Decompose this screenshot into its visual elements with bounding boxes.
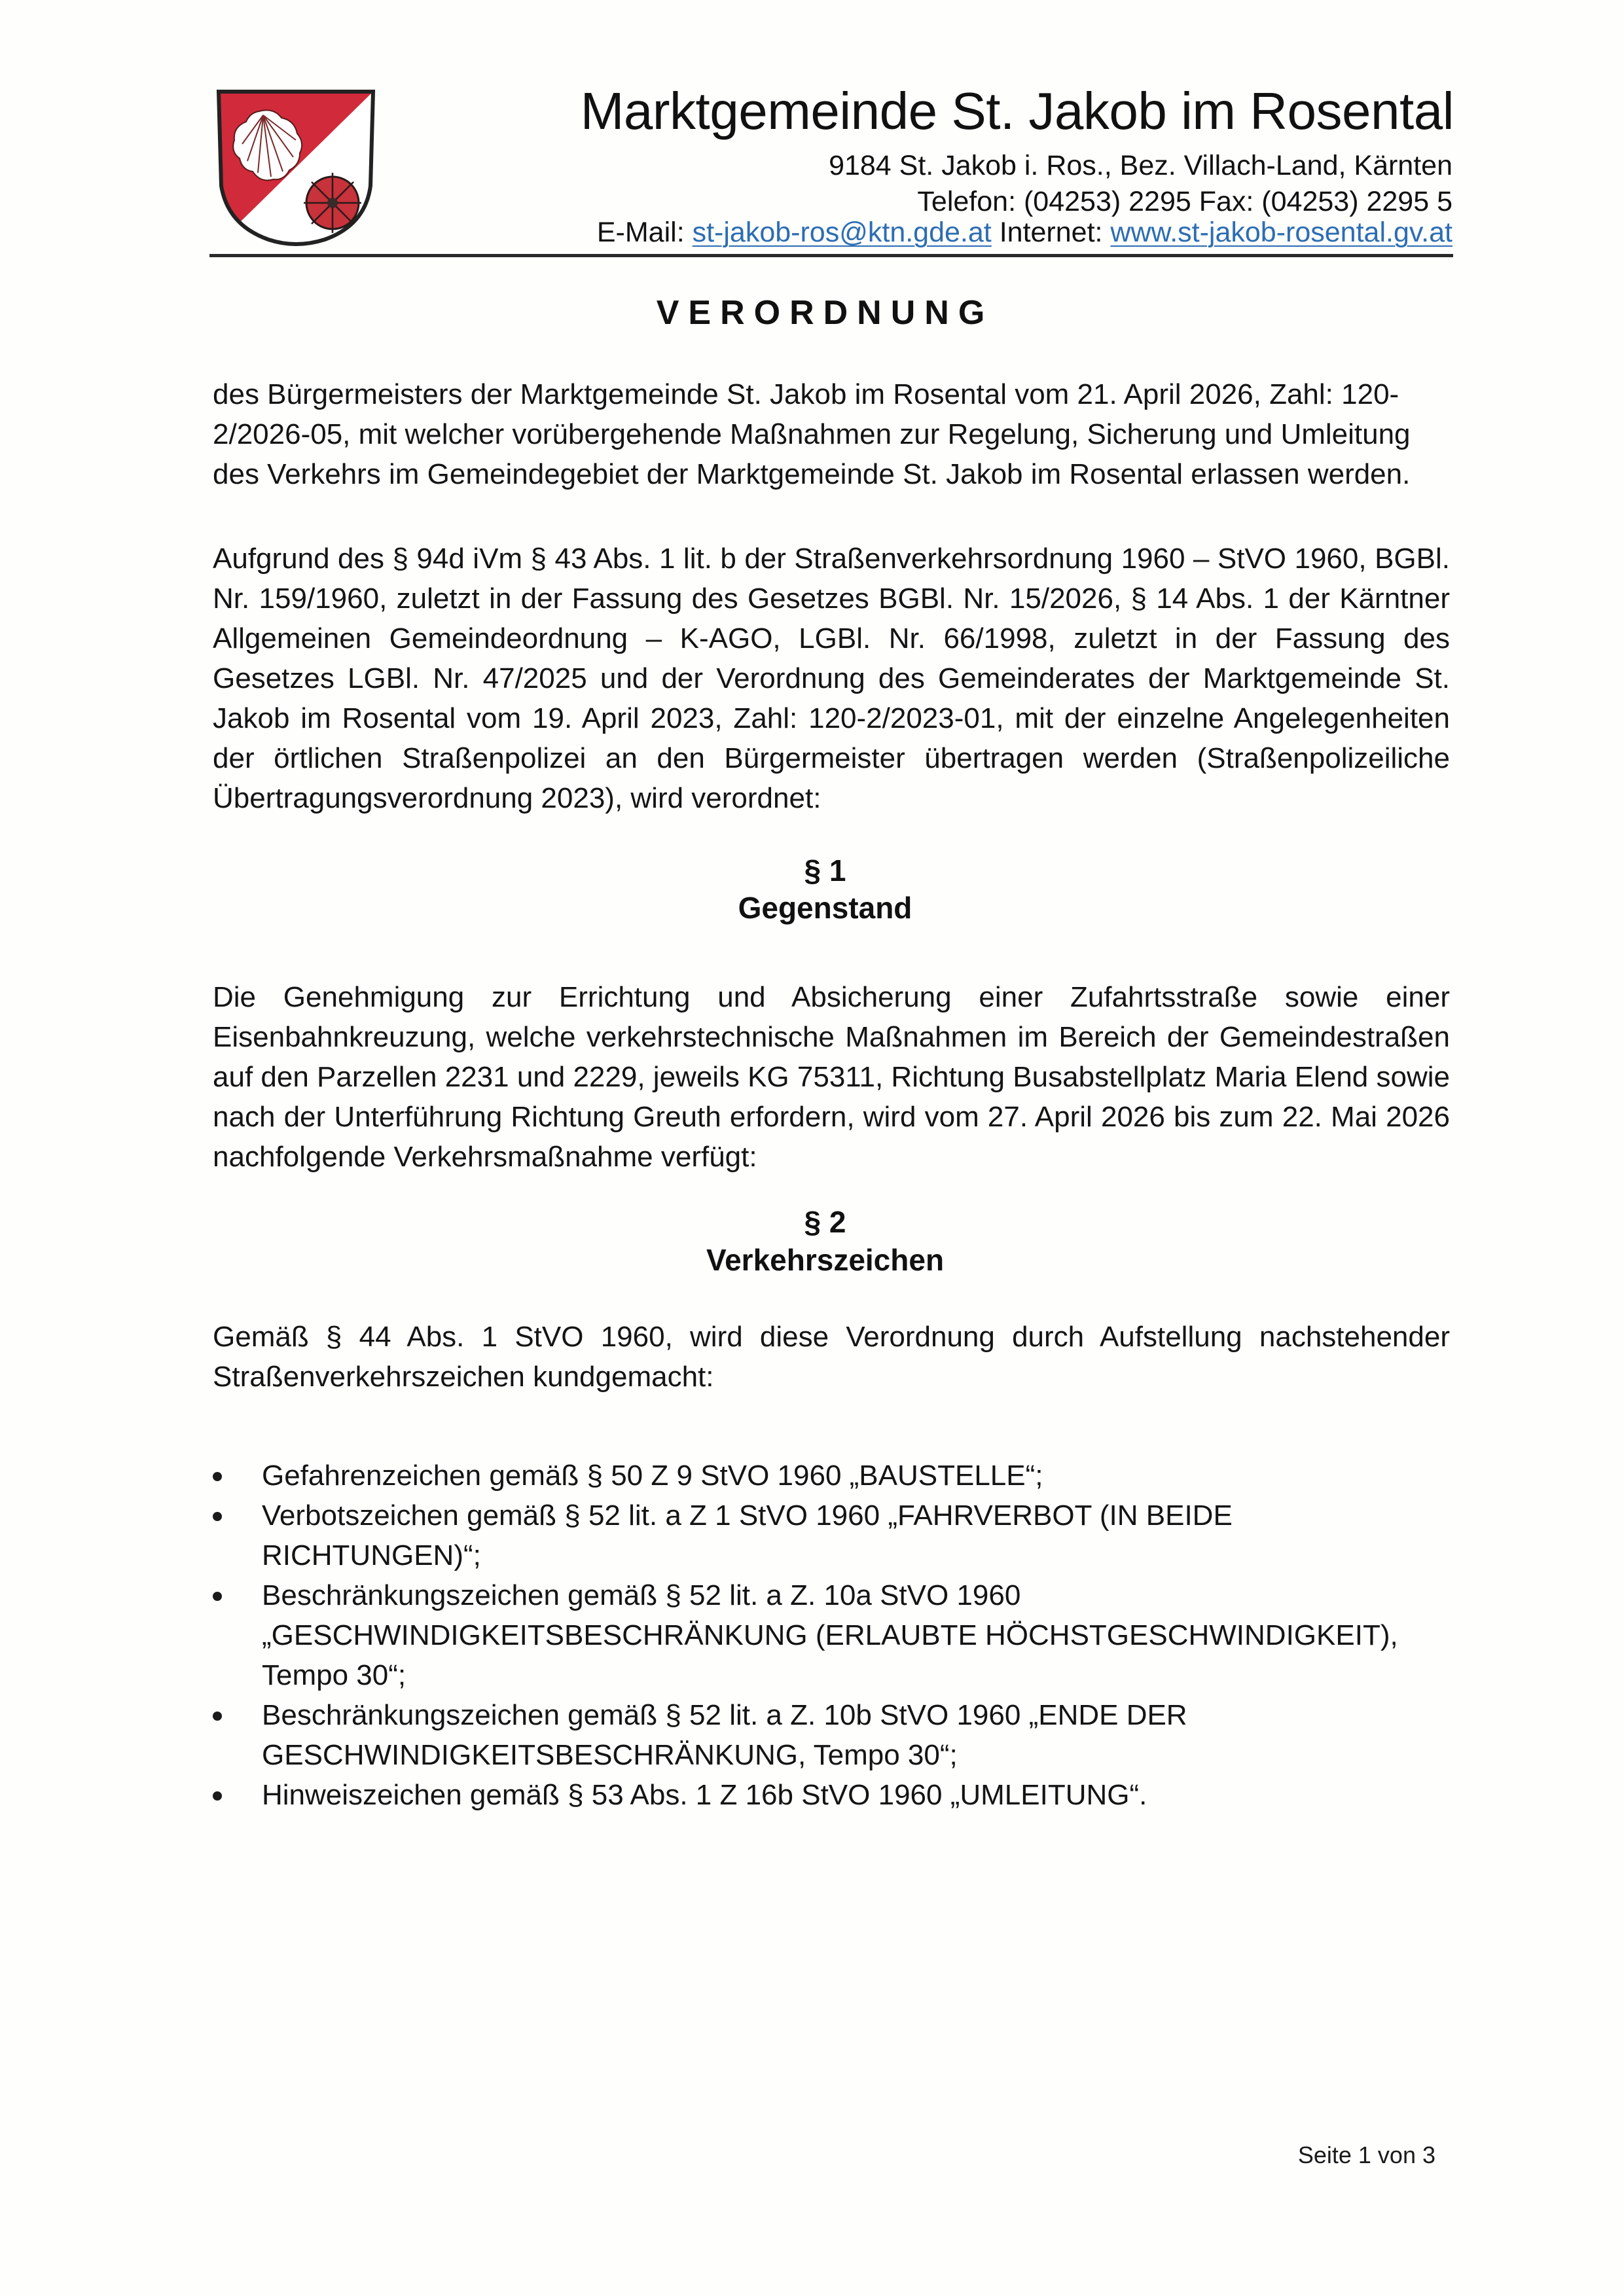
internet-label: Internet: [999, 217, 1103, 248]
contact-line [597, 216, 1453, 249]
bullet-icon [213, 1712, 222, 1721]
list-item [213, 1496, 1450, 1575]
list-item [213, 1456, 1450, 1496]
coat-of-arms-icon [213, 88, 378, 249]
list-item-text: Hinweiszeichen gemäß § 53 Abs. 1 Z 16b StVO 1960 „UMLEITUNG“. [262, 1779, 1147, 1811]
rose-icon [304, 173, 361, 233]
phone-fax-line: Telefon: (04253) 2295 Fax: (04253) 2295 5 [917, 186, 1453, 217]
list-item [213, 1775, 1450, 1815]
section-2-text: Gemäß § 44 Abs. 1 StVO 1960, wird diese Verordnung durch Aufstellung nachstehender Straßenverkehrszeichen kundgemacht: [213, 1321, 1450, 1393]
list-item [213, 1695, 1450, 1775]
section-1-title: Gegenstand [738, 891, 912, 925]
traffic-sign-list [213, 1456, 1450, 1815]
header-divider [209, 254, 1453, 257]
email-label: E-Mail: [596, 217, 685, 248]
list-item [213, 1575, 1450, 1695]
website-link[interactable]: www.st-jakob-rosental.gv.at [1110, 217, 1453, 248]
section-2-title: Verkehrszeichen [706, 1243, 945, 1277]
legal-basis-paragraph: Aufgrund des § 94d iVm § 43 Abs. 1 lit. b der Straßenverkehrsordnung 1960 – StVO 1960, BGBl. Nr. 159/1960, zuletzt in der Fassung des Gesetzes BGBl. Nr. 15/2026, § 14 Abs. 1 der Kärntner Allgemeinen Gemeindeordnung – K-AGO, LGBl. Nr. 66/1998, zuletzt in der Fassung des Gesetzes LGBl. Nr. 47/2025 und der Verordnung des Gemeinderates der Marktgemeinde St. Jakob im Rosental vom 19. April 2023, Zahl: 120-2/2023-01, mit der einzelne Angelegenheiten der örtlichen Straßenpolizei an den Bürgermeister übertragen werden (Straßenpolizeiliche Übertragungsverordnung 2023), wird verordnet: [213, 543, 1450, 814]
list-item-text: Beschränkungszeichen gemäß § 52 lit. a Z. 10a StVO 1960 „GESCHWINDIGKEITSBESCHRÄNKUNG (ERLAUBTE HÖCHSTGESCHWINDIGKEIT), Tempo 30“; [262, 1579, 1398, 1691]
section-1-number: § 1 [804, 853, 846, 888]
page-number: Seite 1 von 3 [1297, 2142, 1435, 2168]
email-link[interactable]: st-jakob-ros@ktn.gde.at [692, 217, 992, 248]
document-title: VERORDNUNG [656, 294, 994, 332]
bullet-icon [213, 1791, 222, 1801]
bullet-icon [213, 1592, 222, 1601]
list-item-text: Beschränkungszeichen gemäß § 52 lit. a Z. 10b StVO 1960 „ENDE DER GESCHWINDIGKEITSBESCHRÄNKUNG, Tempo 30“; [262, 1699, 1187, 1771]
municipality-name: Marktgemeinde St. Jakob im Rosental [580, 82, 1454, 140]
intro-paragraph: des Bürgermeisters der Marktgemeinde St. Jakob im Rosental vom 21. April 2026, Zahl: 120-2/2026-05, mit welcher vorübergehende Maßnahmen zur Regelung, Sicherung und Umleitung des Verkehrs im Gemeindegebiet der Marktgemeinde St. Jakob im Rosental erlassen werden. [213, 378, 1411, 490]
section-1-text: Die Genehmigung zur Errichtung und Absicherung einer Zufahrtsstraße sowie einer Eisenbahnkreuzung, welche verkehrstechnische Maßnahmen im Bereich der Gemeindestraßen auf den Parzellen 2231 und 2229, jeweils KG 75311, Richtung Busabstellplatz Maria Elend sowie nach der Unterführung Richtung Greuth erfordern, wird vom 27. April 2026 bis zum 22. Mai 2026 nachfolgende Verkehrsmaßnahme verfügt: [213, 981, 1450, 1173]
bullet-icon [213, 1512, 222, 1521]
municipality-address: 9184 St. Jakob i. Ros., Bez. Villach-Land, Kärnten [829, 150, 1453, 181]
list-item-text: Gefahrenzeichen gemäß § 50 Z 9 StVO 1960 „BAUSTELLE“; [262, 1460, 1043, 1492]
section-2-number: § 2 [804, 1205, 846, 1239]
bullet-icon [213, 1472, 222, 1481]
list-item-text: Verbotszeichen gemäß § 52 lit. a Z 1 StVO 1960 „FAHRVERBOT (IN BEIDE RICHTUNGEN)“; [262, 1499, 1233, 1571]
